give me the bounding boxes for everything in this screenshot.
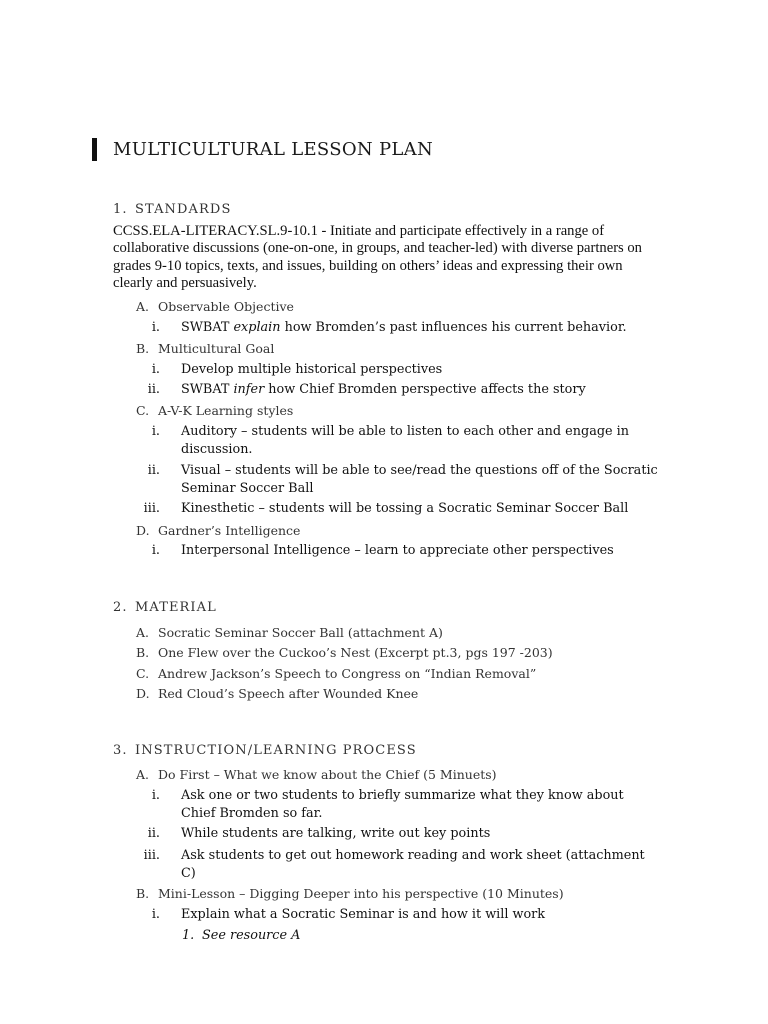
section-heading-standards	[113, 202, 231, 217]
list-marker: i.	[151, 788, 160, 803]
list-item-text: See resource A	[202, 928, 301, 943]
list-marker: A.	[136, 767, 150, 782]
list-item-text: Auditory – students will be able to listen to each other and engage in	[181, 424, 629, 439]
list-item-text-continued: discussion.	[181, 442, 253, 457]
list-marker: iii.	[143, 501, 160, 516]
list-marker: ii.	[147, 826, 160, 841]
section-title: INSTRUCTION/LEARNING PROCESS	[135, 743, 417, 758]
list-item-text: Ask one or two students to briefly summarize what they know about	[181, 788, 624, 803]
list-item-text: Mini-Lesson – Digging Deeper into his perspective (10 Minutes)	[158, 886, 564, 901]
text-run: SWBAT	[181, 382, 234, 397]
list-marker: i.	[151, 543, 160, 558]
list-marker: A.	[136, 299, 150, 314]
list-marker: i.	[151, 362, 160, 377]
list-marker: B.	[136, 341, 150, 356]
list-marker: i.	[151, 907, 160, 922]
list-item-text: A-V-K Learning styles	[158, 403, 294, 418]
list-item-text: Observable Objective	[158, 299, 294, 314]
list-marker: D.	[136, 686, 150, 701]
list-item-text-continued: Chief Bromden so far.	[181, 806, 323, 821]
list-item-text: Andrew Jackson’s Speech to Congress on “Indian Removal”	[158, 666, 537, 681]
list-item-text: Multicultural Goal	[158, 341, 275, 356]
list-marker: B.	[136, 886, 150, 901]
list-marker: iii.	[143, 848, 160, 863]
list-marker: i.	[151, 424, 160, 439]
list-item-text: Kinesthetic – students will be tossing a Socratic Seminar Soccer Ball	[181, 501, 629, 516]
list-item-text: Do First – What we know about the Chief (5 Minuets)	[158, 767, 497, 782]
list-marker: D.	[136, 523, 150, 538]
text-run: how Chief Bromden perspective affects the story	[264, 382, 586, 397]
standard-text: CCSS.ELA-LITERACY.SL.9-10.1 - Initiate and participate effectively in a range of collaborative discussions (one-on-one, in groups, and teacher-led) with diverse partners on grades 9-10 topics, texts, and issues, building on others’ ideas and expressing their own clearly and persuasively.	[113, 223, 642, 292]
section-heading-material	[113, 600, 217, 615]
list-marker: i.	[151, 320, 160, 335]
list-item-text	[181, 320, 627, 335]
list-marker: B.	[136, 645, 150, 660]
list-item-text: Visual – students will be able to see/read the questions off of the Socratic	[181, 463, 658, 478]
section-title: MATERIAL	[135, 600, 217, 615]
section-number: 3.	[113, 743, 128, 758]
title-accent-bar	[92, 138, 97, 161]
list-marker: ii.	[147, 463, 160, 478]
list-item-text: Ask students to get out homework reading and work sheet (attachment	[181, 848, 645, 863]
text-run: SWBAT	[181, 320, 234, 335]
emphasis-text: infer	[233, 382, 265, 397]
list-marker: C.	[136, 403, 150, 418]
list-marker: C.	[136, 666, 150, 681]
section-heading-instruction	[113, 743, 417, 758]
list-item-text: Develop multiple historical perspectives	[181, 362, 443, 377]
list-item-text: Socratic Seminar Soccer Ball (attachment A)	[158, 625, 443, 640]
list-marker: 1.	[182, 928, 195, 943]
list-item-text: While students are talking, write out key points	[181, 826, 491, 841]
page-title: MULTICULTURAL LESSON PLAN	[113, 139, 434, 160]
list-item-text-continued: Seminar Soccer Ball	[181, 481, 314, 496]
list-item-text: Interpersonal Intelligence – learn to appreciate other perspectives	[181, 543, 614, 558]
section-title: STANDARDS	[135, 202, 232, 217]
text-run: how Bromden’s past influences his current behavior.	[280, 320, 627, 335]
list-item-text: Red Cloud’s Speech after Wounded Knee	[158, 686, 419, 701]
list-marker: ii.	[147, 382, 160, 397]
section-number: 1.	[113, 202, 128, 217]
list-item-text: Gardner’s Intelligence	[158, 523, 301, 538]
emphasis-text: explain	[233, 320, 281, 335]
list-marker: A.	[136, 625, 150, 640]
list-item-text: One Flew over the Cuckoo’s Nest (Excerpt pt.3, pgs 197 -203)	[158, 645, 553, 660]
list-item-text: Explain what a Socratic Seminar is and how it will work	[181, 907, 546, 922]
list-item-text-continued: C)	[181, 866, 196, 881]
section-number: 2.	[113, 600, 128, 615]
list-item-text	[181, 382, 586, 397]
